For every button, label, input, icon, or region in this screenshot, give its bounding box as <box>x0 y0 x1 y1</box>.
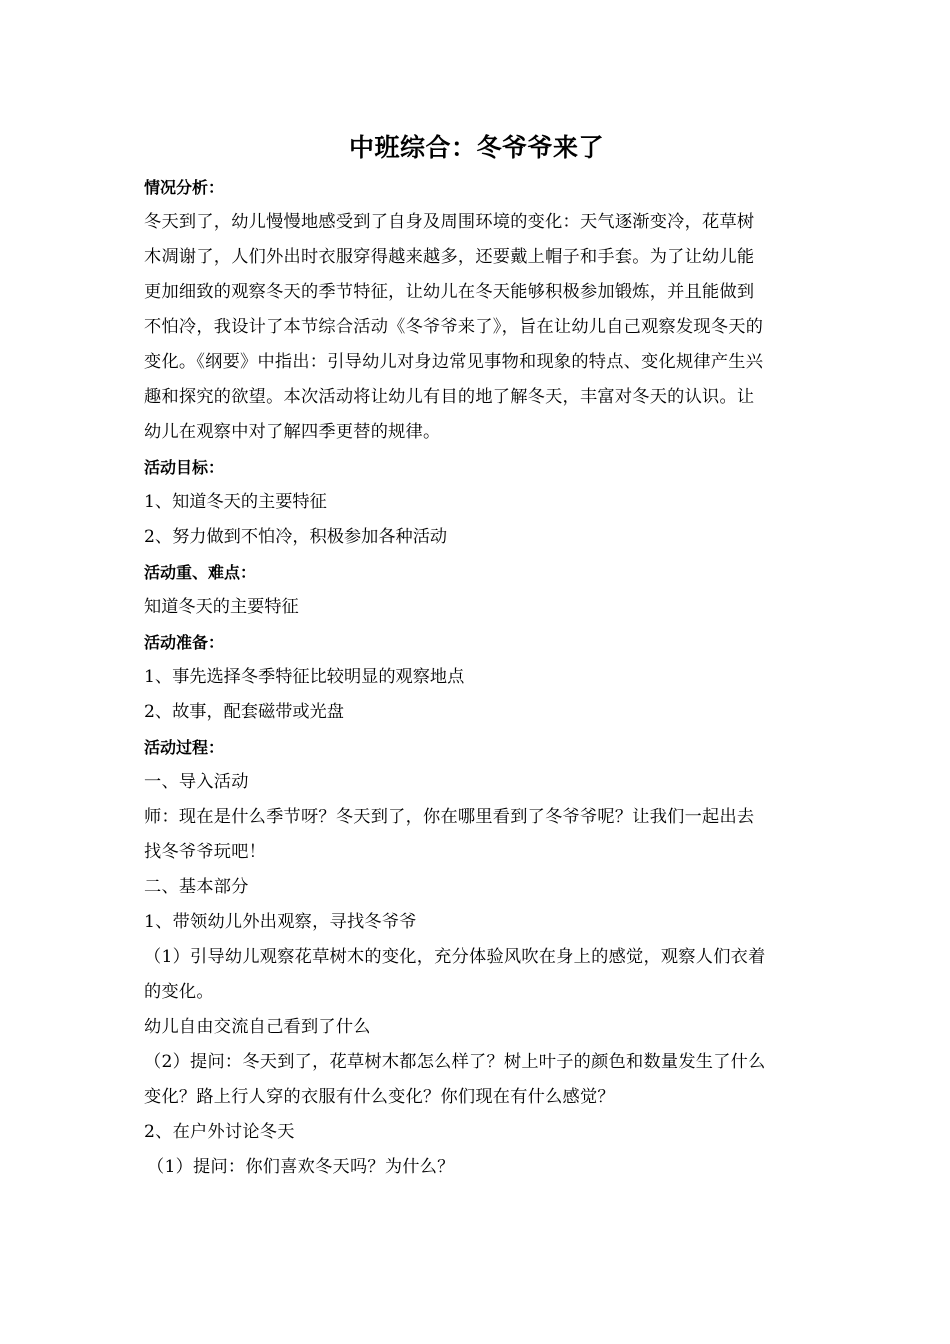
process-line: （1）引导幼儿观察花草树木的变化，充分体验风吹在身上的感觉，观察人们衣着 <box>144 947 766 967</box>
key-points-text: 知道冬天的主要特征 <box>144 597 299 617</box>
process-line: 师：现在是什么季节呀？冬天到了，你在哪里看到了冬爷爷呢？让我们一起出去 <box>144 807 755 827</box>
document-body <box>144 130 809 1185</box>
process-line: （2）提问：冬天到了，花草树木都怎么样了？树上叶子的颜色和数量发生了什么 <box>144 1052 766 1072</box>
goal-item: 1、知道冬天的主要特征 <box>144 492 327 512</box>
analysis-paragraph <box>144 205 809 450</box>
process-line: （1）提问：你们喜欢冬天吗？为什么？ <box>147 1157 455 1177</box>
process-body <box>144 765 809 1185</box>
process-line: 幼儿自由交流自己看到了什么 <box>144 1017 371 1037</box>
analysis-line: 趣和探究的欲望。本次活动将让幼儿有目的地了解冬天，丰富对冬天的认识。让 <box>144 387 755 407</box>
process-line: 变化？路上行人穿的衣服有什么变化？你们现在有什么感觉？ <box>144 1087 615 1107</box>
preparation-item: 2、故事，配套磁带或光盘 <box>144 702 344 722</box>
page-title: 中班综合：冬爷爷来了 <box>348 133 604 162</box>
preparation-heading: 活动准备： <box>144 633 225 652</box>
process-line: 一、导入活动 <box>144 772 249 792</box>
analysis-line: 更加细致的观察冬天的季节特征，让幼儿在冬天能够积极参加锻炼，并且能做到 <box>144 282 755 302</box>
process-line: 2、在户外讨论冬天 <box>144 1122 295 1142</box>
process-line: 找冬爷爷玩吧！ <box>144 842 267 862</box>
analysis-line: 不怕冷，我设计了本节综合活动《冬爷爷来了》，旨在让幼儿自己观察发现冬天的 <box>144 317 764 337</box>
analysis-line: 幼儿在观察中对了解四季更替的规律。 <box>144 422 441 442</box>
process-line: 的变化。 <box>144 982 214 1002</box>
process-section <box>144 730 809 1185</box>
goal-item: 2、努力做到不怕冷，积极参加各种活动 <box>144 527 448 547</box>
goals-heading: 活动目标： <box>144 458 225 477</box>
analysis-heading: 情况分析： <box>144 178 225 197</box>
analysis-section <box>144 170 809 450</box>
preparation-item: 1、事先选择冬季特征比较明显的观察地点 <box>144 667 465 687</box>
process-line: 1、带领幼儿外出观察，寻找冬爷爷 <box>144 912 417 932</box>
analysis-line: 变化。《纲要》中指出：引导幼儿对身边常见事物和现象的特点、变化规律产生兴 <box>144 352 764 372</box>
key-points-heading: 活动重、难点： <box>144 563 257 582</box>
process-heading: 活动过程： <box>144 738 225 757</box>
preparation-section <box>144 625 809 730</box>
analysis-line: 木凋谢了，人们外出时衣服穿得越来越多，还要戴上帽子和手套。为了让幼儿能 <box>144 247 755 267</box>
process-line: 二、基本部分 <box>144 877 249 897</box>
analysis-line: 冬天到了，幼儿慢慢地感受到了自身及周围环境的变化：天气逐渐变冷，花草树 <box>144 212 755 232</box>
key-points-section <box>144 555 809 625</box>
goals-section <box>144 450 809 555</box>
